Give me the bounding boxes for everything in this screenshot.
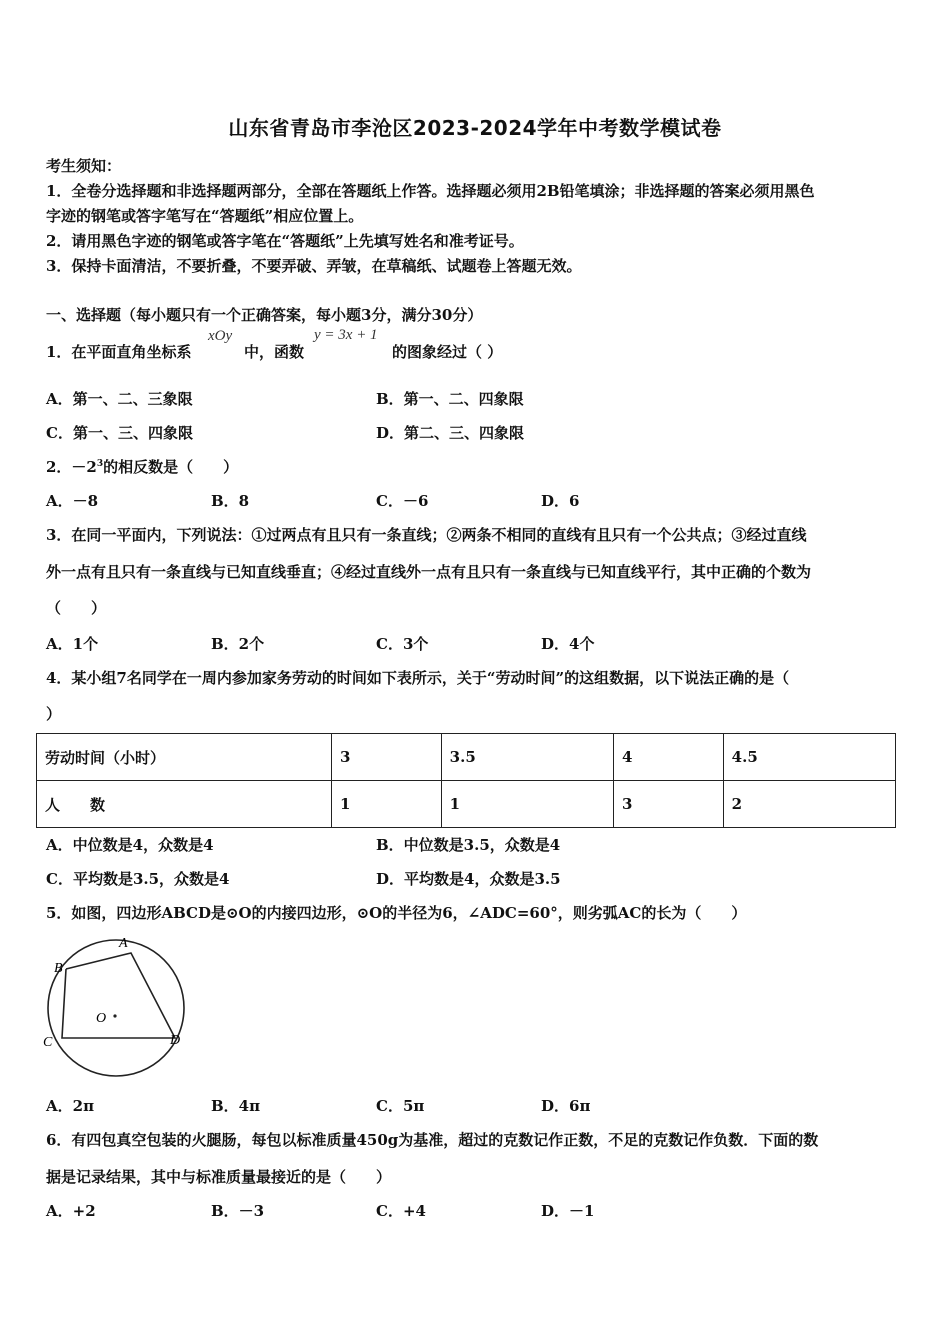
circle-quadrilateral-figure bbox=[40, 932, 200, 1082]
q6-option-d[interactable]: D．－1 bbox=[541, 1202, 595, 1220]
label-b: B bbox=[54, 961, 63, 976]
quadrilateral-abcd bbox=[62, 953, 175, 1038]
table-cell: 2 bbox=[723, 781, 895, 828]
q2-option-c[interactable]: C．－6 bbox=[376, 492, 429, 510]
q6-option-b[interactable]: B．－3 bbox=[211, 1202, 265, 1220]
section-heading: 一、选择题（每小题只有一个正确答案，每小题3分，满分30分） bbox=[46, 306, 483, 324]
table-cell: 人 数 bbox=[37, 781, 332, 828]
table-row bbox=[37, 734, 896, 781]
labor-time-table bbox=[36, 733, 896, 828]
q4-option-a[interactable]: A．中位数是4，众数是4 bbox=[46, 836, 214, 854]
label-c: C bbox=[43, 1035, 53, 1050]
q5-stem: 5．如图，四边形ABCD是⊙O的内接四边形，⊙O的半径为6，∠ADC=60°，则劣弧AC的长为（ ） bbox=[46, 904, 747, 922]
center-point bbox=[113, 1014, 116, 1017]
table-cell: 4 bbox=[613, 734, 723, 781]
q4-stem-line: 4．某小组7名同学在一周内参加家务劳动的时间如下表所示，关于“劳动时间”的这组数据，以下说法正确的是（ bbox=[46, 669, 790, 687]
q3-stem-line: 外一点有且只有一条直线与已知直线垂直；④经过直线外一点有且只有一条直线与已知直线平行，其中正确的个数为 bbox=[46, 563, 812, 581]
table-cell: 3 bbox=[613, 781, 723, 828]
q1-math-function: y = 3x + 1 bbox=[314, 327, 378, 343]
q3-option-a[interactable]: A．1个 bbox=[46, 635, 99, 653]
q1-stem-pre: 1．在平面直角坐标系 bbox=[46, 343, 192, 361]
q1-option-a[interactable]: A．第一、二、三象限 bbox=[46, 390, 193, 408]
notice-heading: 考生须知： bbox=[46, 157, 122, 175]
q2-exponent: 3 bbox=[96, 459, 104, 469]
q4-option-c[interactable]: C．平均数是3.5，众数是4 bbox=[46, 870, 230, 888]
q6-stem-line: 据是记录结果，其中与标准质量最接近的是（ ） bbox=[46, 1168, 392, 1186]
q5-option-a[interactable]: A．2π bbox=[46, 1097, 95, 1115]
q2-option-a[interactable]: A．－8 bbox=[46, 492, 99, 510]
circle-o bbox=[48, 940, 184, 1076]
q5-option-b[interactable]: B．4π bbox=[211, 1097, 261, 1115]
q4-option-d[interactable]: D．平均数是4，众数是3.5 bbox=[376, 870, 561, 888]
q4-stem-line: ） bbox=[46, 705, 62, 723]
q1-option-b[interactable]: B．第一、二、四象限 bbox=[376, 390, 524, 408]
q2-option-d[interactable]: D．6 bbox=[541, 492, 580, 510]
table-cell: 1 bbox=[441, 781, 613, 828]
q1-stem-post: 的图象经过（ ） bbox=[392, 343, 503, 361]
q4-option-b[interactable]: B．中位数是3.5，众数是4 bbox=[376, 836, 561, 854]
q6-option-c[interactable]: C．+4 bbox=[376, 1202, 426, 1220]
label-d: D bbox=[170, 1033, 181, 1048]
table-cell: 3.5 bbox=[441, 734, 613, 781]
q3-option-d[interactable]: D．4个 bbox=[541, 635, 595, 653]
label-o: O bbox=[96, 1011, 107, 1026]
notice-item: 1．全卷分选择题和非选择题两部分，全部在答题纸上作答。选择题必须用2B铅笔填涂；非选择题的答案必须用黑色 bbox=[46, 182, 815, 200]
q2-option-b[interactable]: B．8 bbox=[211, 492, 250, 510]
q2-stem: 2．$-2^3$的相反数是（ ） bbox=[46, 458, 239, 476]
q1-stem-mid: 中，函数 bbox=[244, 343, 305, 361]
q5-option-d[interactable]: D．6π bbox=[541, 1097, 591, 1115]
q6-option-a[interactable]: A．+2 bbox=[46, 1202, 96, 1220]
q3-option-b[interactable]: B．2个 bbox=[211, 635, 265, 653]
q3-stem-line: （ ） bbox=[46, 599, 107, 617]
q1-math-coord: xOy bbox=[208, 328, 233, 344]
q3-option-c[interactable]: C．3个 bbox=[376, 635, 429, 653]
q6-stem-line: 6．有四包真空包装的火腿肠，每包以标准质量450g为基准，超过的克数记作正数，不足的克数记作负数．下面的数 bbox=[46, 1131, 819, 1149]
q5-option-c[interactable]: C．5π bbox=[376, 1097, 425, 1115]
notice-item: 2．请用黑色字迹的钢笔或答字笔在“答题纸”上先填写姓名和准考证号。 bbox=[46, 232, 524, 250]
notice-item: 3．保持卡面清洁，不要折叠，不要弄破、弄皱，在草稿纸、试题卷上答题无效。 bbox=[46, 257, 582, 275]
table-cell: 劳动时间（小时） bbox=[37, 734, 332, 781]
table-cell: 4.5 bbox=[723, 734, 895, 781]
q1-option-d[interactable]: D．第二、三、四象限 bbox=[376, 424, 525, 442]
q3-stem-line: 3．在同一平面内，下列说法：①过两点有且只有一条直线；②两条不相同的直线有且只有一个公共点；③经过直线 bbox=[46, 526, 807, 544]
table-cell: 3 bbox=[332, 734, 442, 781]
notice-item: 字迹的钢笔或答字笔写在“答题纸”相应位置上。 bbox=[46, 207, 364, 225]
label-a: A bbox=[119, 936, 128, 951]
table-row bbox=[37, 781, 896, 828]
page-title: 山东省青岛市李沧区2023-2024学年中考数学模试卷 bbox=[228, 116, 722, 140]
q1-option-c[interactable]: C．第一、三、四象限 bbox=[46, 424, 193, 442]
table-cell: 1 bbox=[332, 781, 442, 828]
